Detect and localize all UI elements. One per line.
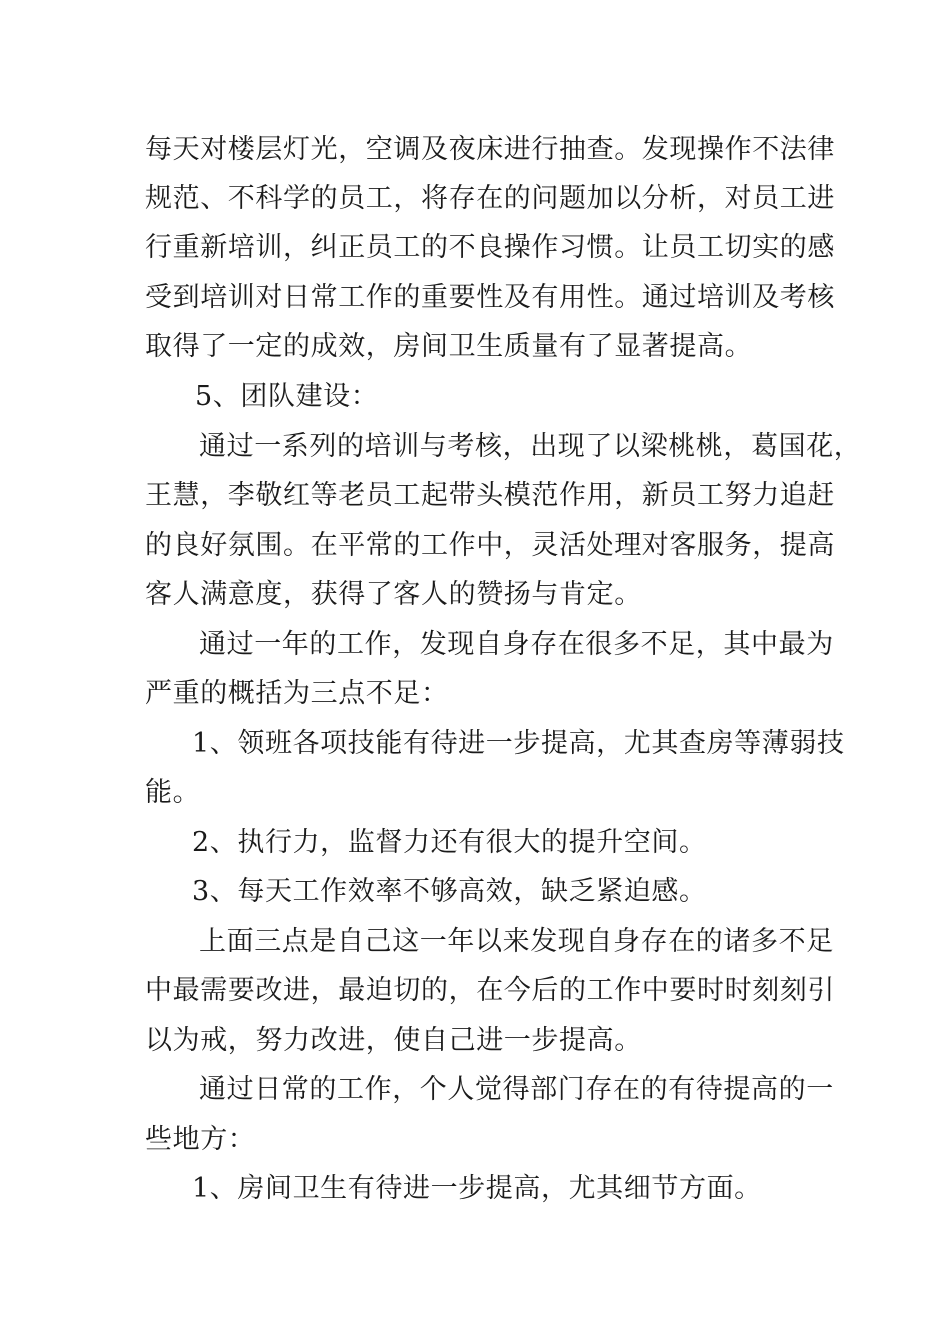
text-line: 能。 (145, 777, 201, 808)
text-line: 受到培训对日常工作的重要性及有用性。通过培训及考核 (145, 282, 835, 313)
text-line: 的良好氛围。在平常的工作中，灵活处理对客服务，提高 (145, 530, 835, 561)
text-line: 取得了一定的成效，房间卫生质量有了显著提高。 (145, 331, 753, 362)
list-item: 3、每天工作效率不够高效，缺乏紧迫感。 (192, 876, 707, 907)
text-line: 以为戒，努力改进，使自己进一步提高。 (145, 1025, 642, 1056)
text-line: 中最需要改进，最迫切的，在今后的工作中要时时刻刻引 (145, 975, 835, 1006)
text-line: 行重新培训，纠正员工的不良操作习惯。让员工切实的感 (145, 232, 835, 263)
list-item: 1、房间卫生有待进一步提高，尤其细节方面。 (192, 1173, 762, 1204)
text-line: 客人满意度，获得了客人的赞扬与肯定。 (145, 579, 642, 610)
text-line: 严重的概括为三点不足： (145, 678, 449, 709)
section-heading: 5、团队建设： (195, 381, 379, 412)
text-line: 通过一系列的培训与考核，出现了以梁桃桃，葛国花， (199, 431, 862, 462)
text-line: 王慧，李敬红等老员工起带头模范作用，新员工努力追赶 (145, 480, 835, 511)
text-line: 通过一年的工作，发现自身存在很多不足，其中最为 (199, 629, 834, 660)
list-item: 2、执行力，监督力还有很大的提升空间。 (192, 827, 707, 858)
list-item: 1、领班各项技能有待进一步提高，尤其查房等薄弱技 (192, 728, 845, 759)
text-line: 上面三点是自己这一年以来发现自身存在的诸多不足 (199, 926, 834, 957)
text-line: 每天对楼层灯光，空调及夜床进行抽查。发现操作不法律 (145, 134, 835, 165)
text-line: 通过日常的工作，个人觉得部门存在的有待提高的一 (199, 1074, 834, 1105)
text-line: 些地方： (145, 1124, 256, 1155)
text-line: 规范、不科学的员工，将存在的问题加以分析，对员工进 (145, 183, 835, 214)
